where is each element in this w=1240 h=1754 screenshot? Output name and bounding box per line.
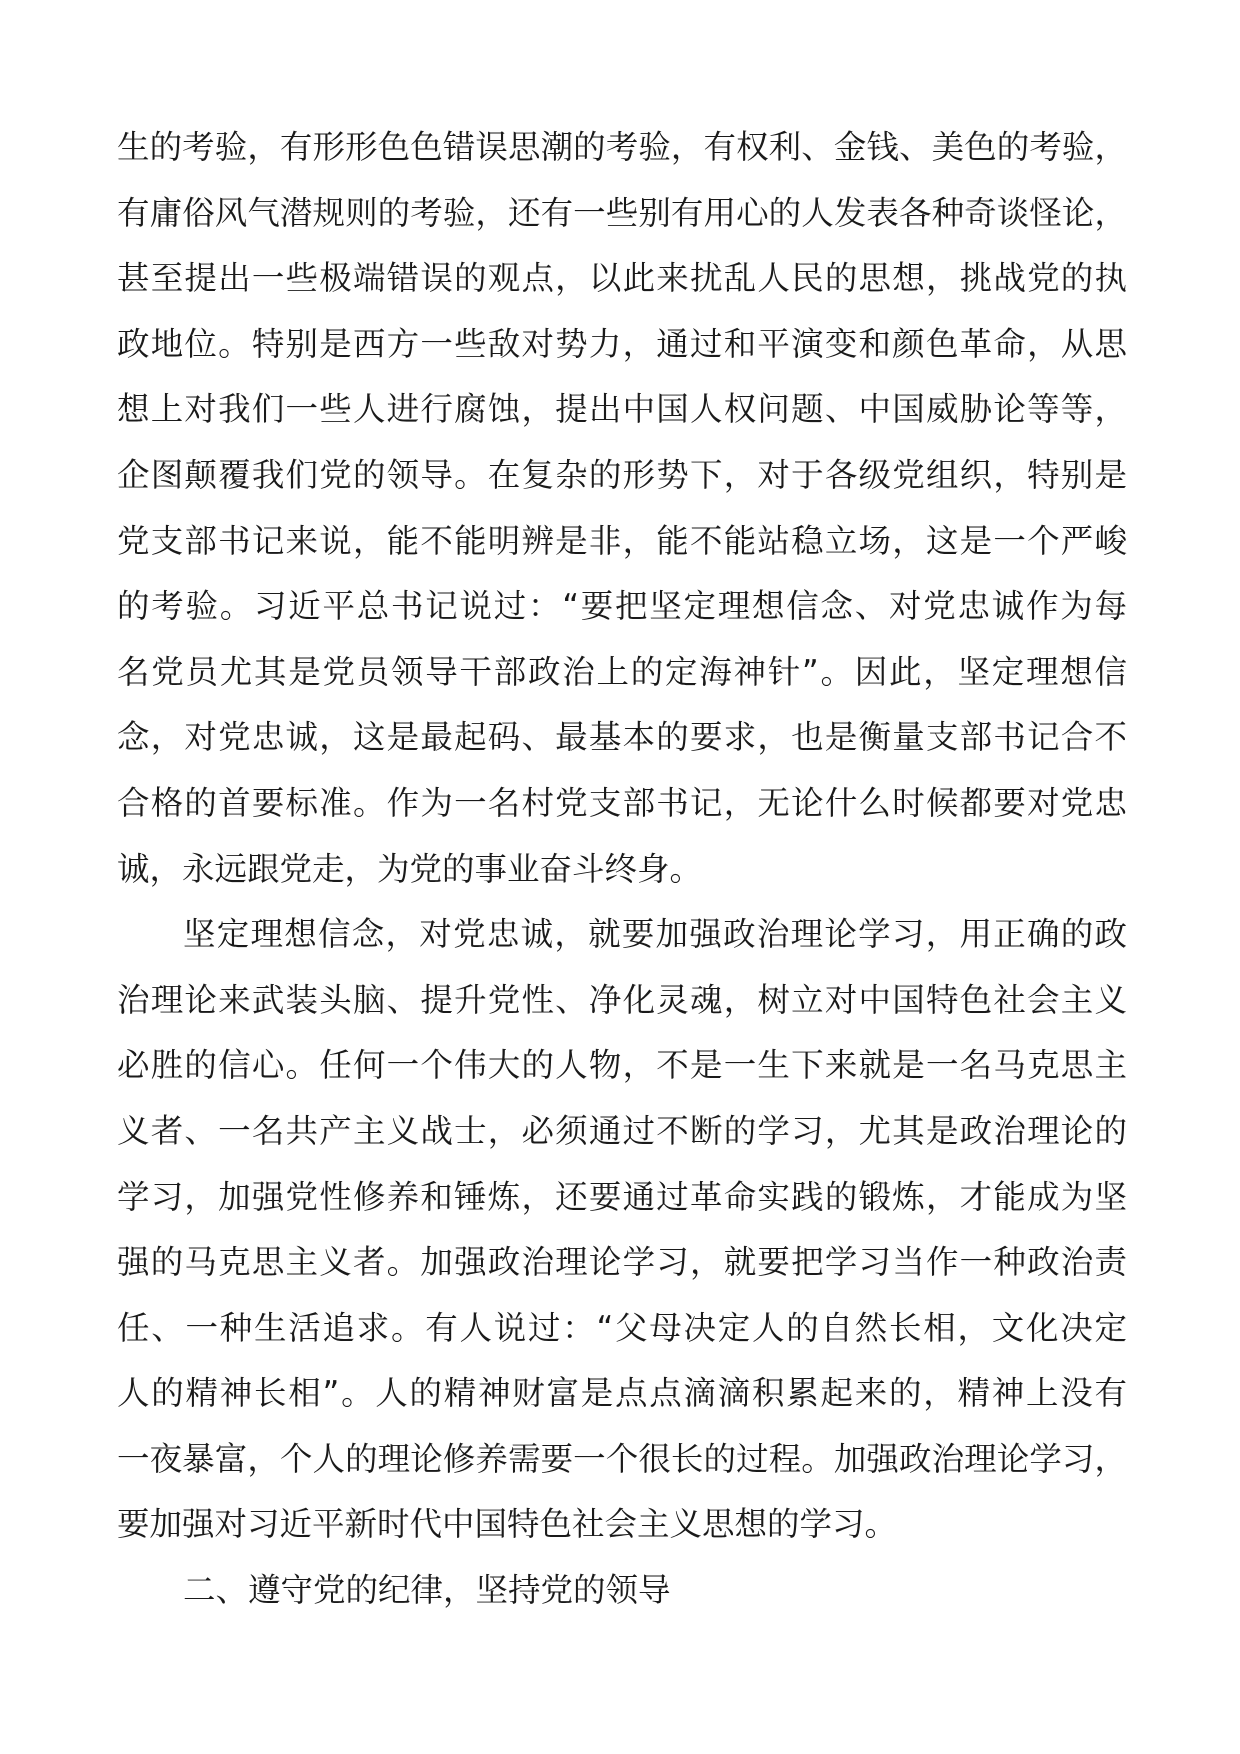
text-line: 有庸俗风气潜规则的考验，还有一些别有用心的人发表各种奇谈怪论，	[117, 193, 1127, 232]
section-heading	[117, 1558, 1127, 1624]
text-line: 学习，加强党性修养和锤炼，还要通过革命实践的锻炼，才能成为坚	[117, 1177, 1127, 1216]
text-line: 想上对我们一些人进行腐蚀，提出中国人权问题、中国威胁论等等，	[117, 390, 1127, 429]
text-line: 治理论来武装头脑、提升党性、净化灵魂，树立对中国特色社会主义	[117, 980, 1127, 1019]
text-line: 一夜暴富，个人的理论修养需要一个很长的过程。加强政治理论学习，	[117, 1439, 1127, 1478]
text-line: 必胜的信心。任何一个伟大的人物，不是一生下来就是一名马克思主	[117, 1046, 1127, 1085]
text-line: 党支部书记来说，能不能明辨是非，能不能站稳立场，这是一个严峻	[117, 521, 1127, 560]
text-line: 人的精神长相”。人的精神财富是点点滴滴积累起来的，精神上没有	[117, 1374, 1127, 1413]
text-line: 合格的首要标准。作为一名村党支部书记，无论什么时候都要对党忠	[117, 783, 1127, 822]
text-line: 强的马克思主义者。加强政治理论学习，就要把学习当作一种政治责	[117, 1243, 1127, 1282]
text-line: 政地位。特别是西方一些敌对势力，通过和平演变和颜色革命，从思	[117, 324, 1127, 363]
paragraph-1	[117, 115, 1127, 902]
text-line: 坚定理想信念，对党忠诚，就要加强政治理论学习，用正确的政	[183, 915, 1127, 954]
text-line: 义者、一名共产主义战士，必须通过不断的学习，尤其是政治理论的	[117, 1111, 1127, 1150]
text-line: 生的考验，有形形色色错误思潮的考验，有权利、金钱、美色的考验，	[117, 128, 1127, 166]
text-line: 念，对党忠诚，这是最起码、最基本的要求，也是衡量支部书记合不	[117, 718, 1127, 757]
text-line: 企图颠覆我们党的领导。在复杂的形势下，对于各级党组织，特别是	[117, 455, 1127, 494]
text-line: 甚至提出一些极端错误的观点，以此来扰乱人民的思想，挑战党的执	[117, 259, 1127, 298]
text-line: 要加强对习近平新时代中国特色社会主义思想的学习。	[117, 1505, 898, 1544]
paragraph-2	[117, 902, 1127, 1558]
heading-text: 二、遵守党的纪律，坚持党的领导	[183, 1571, 671, 1610]
text-line: 诚，永远跟党走，为党的事业奋斗终身。	[117, 849, 703, 888]
text-line: 任、一种生活追求。有人说过：“父母决定人的自然长相，文化决定	[117, 1308, 1127, 1347]
text-line: 的考验。习近平总书记说过：“要把坚定理想信念、对党忠诚作为每	[117, 587, 1127, 626]
text-line: 名党员尤其是党员领导干部政治上的定海神针”。因此，坚定理想信	[117, 652, 1127, 691]
body-text	[117, 115, 1127, 1624]
